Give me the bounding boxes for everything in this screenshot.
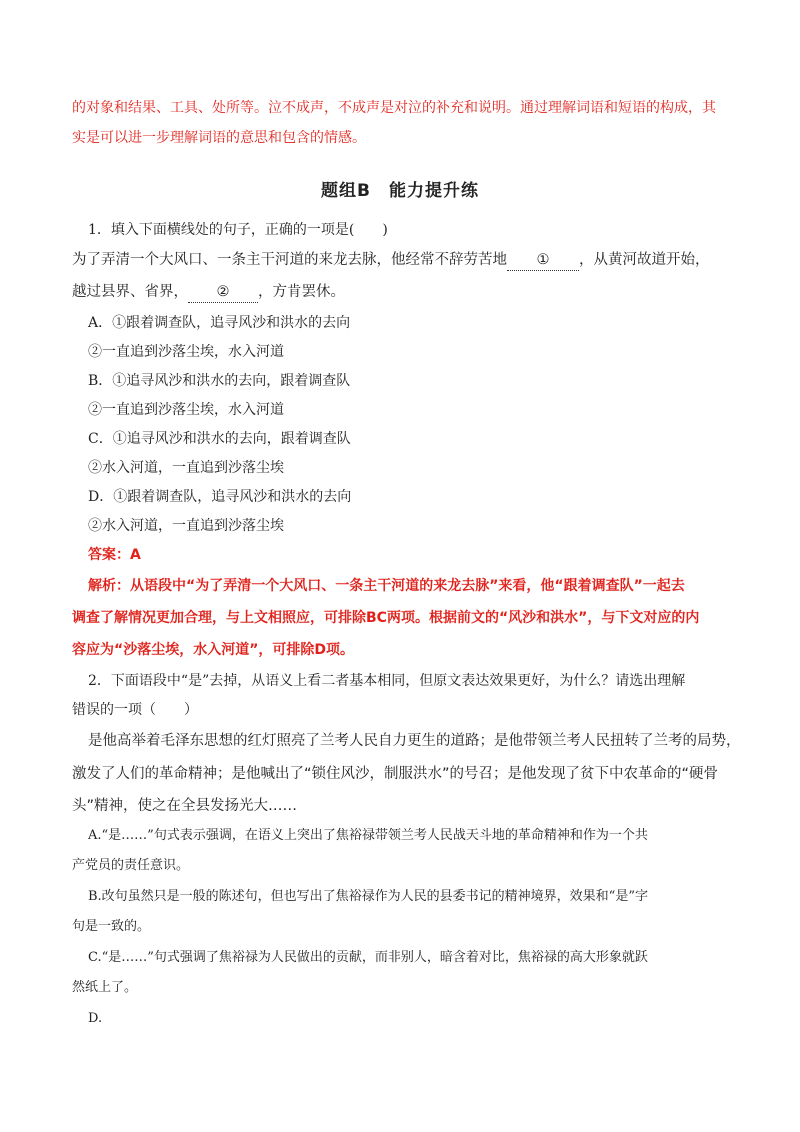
q1-answer: 答案：A [88, 547, 141, 563]
intro-line-2: 实是可以进一步理解词语的意思和包含的情感。 [72, 130, 366, 146]
q1-option: ②一直追到沙落尘埃，水入河道 [88, 402, 284, 418]
q1-analysis-line: 解析：从语段中“为了弄清一个大风口、一条主干河道的来龙去脉”来看，他“跟着调查队”一起去 [88, 578, 685, 594]
q2-option: 句是一致的。 [72, 919, 151, 934]
q2-option: A.“是……”句式表示强调，在语义上突出了焦裕禄带领兰考人民战天斗地的革命精神和作为一个共 [88, 828, 648, 843]
q2-option: 然纸上了。 [72, 980, 138, 995]
q1-passage-line-1 [72, 250, 732, 271]
q2-option: B.改句虽然只是一般的陈述句，但也写出了焦裕禄作为人民的县委书记的精神境界，效果和“是”字 [88, 889, 648, 904]
q2-option: 产党员的责任意识。 [72, 858, 190, 873]
q1-blank-2: ② [188, 282, 258, 303]
q2-option: C.“是……”句式强调了焦裕禄为人民做出的贡献，而非别人，暗含着对比，焦裕禄的高大形象就跃 [88, 950, 648, 965]
q1-option: ②水入河道，一直追到沙落尘埃 [88, 460, 284, 476]
q1-option: D．①跟着调查队，追寻风沙和洪水的去向 [88, 489, 352, 505]
q2-option: D. [88, 1011, 103, 1026]
intro-line-1: 的对象和结果、工具、处所等。泣不成声，不成声是对泣的补充和说明。通过理解词语和短语的构成，其 [72, 100, 716, 116]
q1-option: ②一直追到沙落尘埃，水入河道 [88, 344, 284, 360]
q2-stem-line: 错误的一项（ ） [72, 702, 198, 718]
q2-passage-line: 激发了人们的革命精神；是他喊出了“锁住风沙，制服洪水”的号召；是他发现了贫下中农革命的“硬骨 [72, 766, 719, 782]
q1-passage-line-2 [72, 282, 732, 303]
q1-blank-1: ① [507, 250, 579, 271]
q1-passage-text: ，从黄河故道开始， [579, 252, 710, 268]
q2-passage-line: 是他高举着毛泽东思想的红灯照亮了兰考人民自力更生的道路；是他带领兰考人民扭转了兰考的局势， [88, 733, 741, 749]
q1-passage-text: 越过县界、省界， [72, 284, 188, 300]
q1-passage-text: ，方肯罢休。 [258, 284, 345, 300]
q1-stem: 1．填入下面横线处的句子，正确的一项是( ) [88, 222, 388, 238]
q1-analysis-line: 调查了解情况更加合理，与上文相照应，可排除BC两项。根据前文的“风沙和洪水”，与下文对应的内 [72, 610, 700, 626]
q1-option: B．①追寻风沙和洪水的去向，跟着调查队 [88, 373, 351, 389]
q1-option: A．①跟着调查队，追寻风沙和洪水的去向 [88, 315, 351, 331]
section-title: 题组B 能力提升练 [321, 181, 479, 201]
q1-passage-text: 为了弄清一个大风口、一条主干河道的来龙去脉，他经常不辞劳苦地 [72, 252, 507, 268]
q1-option: C．①追寻风沙和洪水的去向，跟着调查队 [88, 431, 351, 447]
q2-stem-line: 2．下面语段中“是”去掉，从语义上看二者基本相同，但原文表达效果更好，为什么？请选出理解 [88, 673, 686, 689]
q1-analysis-line: 容应为“沙落尘埃，水入河道”，可排除D项。 [72, 642, 355, 658]
q1-option: ②水入河道，一直追到沙落尘埃 [88, 518, 284, 534]
q2-passage-line: 头”精神，使之在全县发扬光大…… [72, 798, 298, 814]
